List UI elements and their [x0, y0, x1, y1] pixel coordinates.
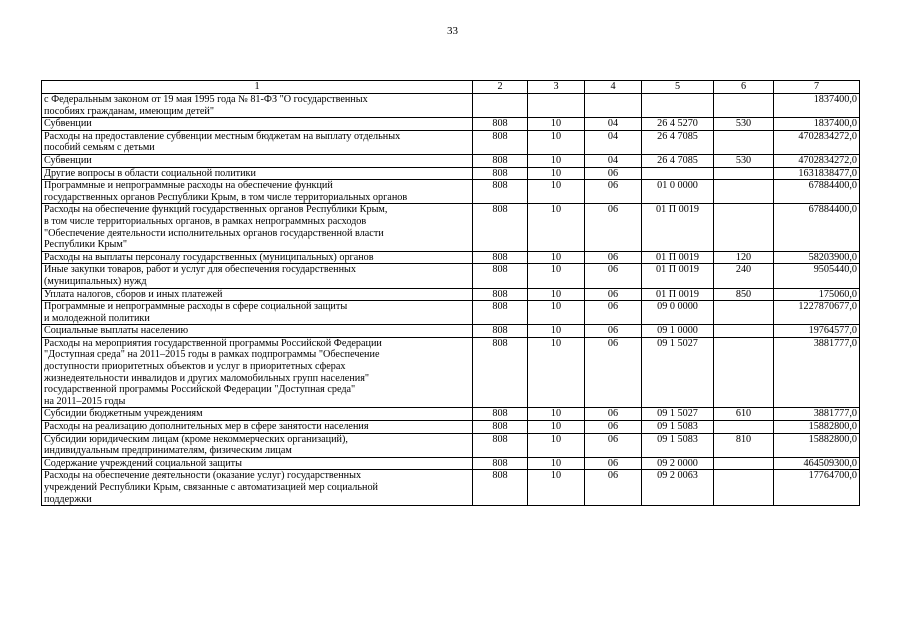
row-amount: 1227870677,0: [774, 301, 860, 325]
row-target-code: 09 2 0000: [642, 457, 714, 470]
row-section-code: 10: [528, 130, 585, 154]
row-description: Программные и непрограммные расходы в сфере социальной защиты и молодежной политики: [42, 301, 473, 325]
row-expense-type-code: 530: [714, 154, 774, 167]
row-ministry-code: 808: [473, 470, 528, 506]
row-target-code: 01 П 0019: [642, 264, 714, 288]
row-description: Уплата налогов, сборов и иных платежей: [42, 288, 473, 301]
row-subsection-code: 06: [585, 180, 642, 204]
row-ministry-code: 808: [473, 167, 528, 180]
row-description: Расходы на реализацию дополнительных мер в сфере занятости населения: [42, 421, 473, 434]
page-number: 33: [447, 25, 458, 37]
row-description: Субвенции: [42, 154, 473, 167]
row-target-code: 09 2 0063: [642, 470, 714, 506]
row-amount: 4702834272,0: [774, 130, 860, 154]
row-description: Программные и непрограммные расходы на обеспечение функций государственных органов Республики Крым, в том числе территориальных органов: [42, 180, 473, 204]
row-expense-type-code: [714, 325, 774, 338]
row-section-code: 10: [528, 408, 585, 421]
row-amount: 4702834272,0: [774, 154, 860, 167]
row-target-code: 01 П 0019: [642, 204, 714, 251]
row-description: Другие вопросы в области социальной политики: [42, 167, 473, 180]
row-target-code: 09 1 0000: [642, 325, 714, 338]
table-row: [42, 470, 860, 506]
row-expense-type-code: 530: [714, 118, 774, 131]
table-row: [42, 251, 860, 264]
row-section-code: 10: [528, 457, 585, 470]
row-subsection-code: 06: [585, 408, 642, 421]
row-section-code: [528, 94, 585, 118]
column-header-7: 7: [774, 81, 860, 94]
column-header-3: 3: [528, 81, 585, 94]
table-row: [42, 433, 860, 457]
row-amount: 1631838477,0: [774, 167, 860, 180]
row-target-code: 09 1 5083: [642, 421, 714, 434]
row-expense-type-code: [714, 167, 774, 180]
row-amount: 58203900,0: [774, 251, 860, 264]
column-header-2: 2: [473, 81, 528, 94]
row-ministry-code: 808: [473, 154, 528, 167]
row-description: Расходы на выплаты персоналу государственных (муниципальных) органов: [42, 251, 473, 264]
row-subsection-code: [585, 94, 642, 118]
row-subsection-code: 06: [585, 421, 642, 434]
table-row: [42, 180, 860, 204]
row-section-code: 10: [528, 337, 585, 408]
row-target-code: 09 1 5027: [642, 337, 714, 408]
row-expense-type-code: [714, 130, 774, 154]
row-expense-type-code: [714, 421, 774, 434]
table-row: [42, 167, 860, 180]
row-section-code: 10: [528, 251, 585, 264]
row-amount: 15882800,0: [774, 433, 860, 457]
row-expense-type-code: [714, 94, 774, 118]
row-ministry-code: 808: [473, 264, 528, 288]
row-target-code: 09 0 0000: [642, 301, 714, 325]
column-header-5: 5: [642, 81, 714, 94]
row-target-code: 26 4 7085: [642, 130, 714, 154]
table-row: [42, 204, 860, 251]
row-subsection-code: 06: [585, 301, 642, 325]
row-section-code: 10: [528, 118, 585, 131]
table-row: [42, 337, 860, 408]
row-amount: 3881777,0: [774, 337, 860, 408]
table-row: [42, 94, 860, 118]
row-ministry-code: 808: [473, 421, 528, 434]
row-description: Расходы на обеспечение функций государственных органов Республики Крым, в том числе территориальных органов, в рамках непрограммных расходов "Обеспечение деятельности исполнительных органов государственной власти Республики Крым": [42, 204, 473, 251]
row-ministry-code: 808: [473, 130, 528, 154]
row-ministry-code: 808: [473, 325, 528, 338]
row-subsection-code: 06: [585, 264, 642, 288]
row-description: Субсидии юридическим лицам (кроме некоммерческих организаций), индивидуальным предпринимателям, физическим лицам: [42, 433, 473, 457]
row-target-code: 26 4 7085: [642, 154, 714, 167]
row-subsection-code: 06: [585, 288, 642, 301]
row-amount: 3881777,0: [774, 408, 860, 421]
row-subsection-code: 06: [585, 167, 642, 180]
table-row: [42, 154, 860, 167]
row-expense-type-code: [714, 457, 774, 470]
row-ministry-code: 808: [473, 337, 528, 408]
row-target-code: [642, 167, 714, 180]
budget-table: [41, 80, 860, 506]
row-subsection-code: 06: [585, 337, 642, 408]
row-ministry-code: 808: [473, 204, 528, 251]
row-subsection-code: 06: [585, 433, 642, 457]
row-description: Субвенции: [42, 118, 473, 131]
column-header-1: 1: [42, 81, 473, 94]
table-row: [42, 325, 860, 338]
row-subsection-code: 04: [585, 130, 642, 154]
row-section-code: 10: [528, 470, 585, 506]
table-row: [42, 421, 860, 434]
table-row: [42, 130, 860, 154]
header-row: [42, 81, 860, 94]
row-section-code: 10: [528, 325, 585, 338]
row-description: с Федеральным законом от 19 мая 1995 года № 81-ФЗ "О государственных пособиях гражданам, имеющим детей": [42, 94, 473, 118]
row-subsection-code: 04: [585, 154, 642, 167]
row-description: Расходы на мероприятия государственной программы Российской Федерации "Доступная среда" на 2011–2015 годы в рамках подпрограммы "Обеспечение доступности приоритетных объектов и услуг в приоритетных сферах жизнедеятельности инвалидов и других маломобильных групп населения" государственной программы Российской Федерации "Доступная среда" на 2011–2015 годы: [42, 337, 473, 408]
table-row: [42, 301, 860, 325]
row-expense-type-code: [714, 180, 774, 204]
row-ministry-code: [473, 94, 528, 118]
row-description: Субсидии бюджетным учреждениям: [42, 408, 473, 421]
row-target-code: 01 П 0019: [642, 251, 714, 264]
row-description: Расходы на предоставление субвенции местным бюджетам на выплату отдельных пособий семьям с детьми: [42, 130, 473, 154]
row-ministry-code: 808: [473, 180, 528, 204]
row-subsection-code: 04: [585, 118, 642, 131]
row-amount: 9505440,0: [774, 264, 860, 288]
row-ministry-code: 808: [473, 457, 528, 470]
row-ministry-code: 808: [473, 433, 528, 457]
column-header-6: 6: [714, 81, 774, 94]
row-target-code: 01 П 0019: [642, 288, 714, 301]
row-amount: 464509300,0: [774, 457, 860, 470]
row-section-code: 10: [528, 167, 585, 180]
row-expense-type-code: [714, 204, 774, 251]
row-expense-type-code: [714, 337, 774, 408]
row-expense-type-code: 850: [714, 288, 774, 301]
row-amount: 67884400,0: [774, 204, 860, 251]
row-target-code: [642, 94, 714, 118]
row-section-code: 10: [528, 264, 585, 288]
row-target-code: 01 0 0000: [642, 180, 714, 204]
row-section-code: 10: [528, 421, 585, 434]
row-expense-type-code: [714, 301, 774, 325]
row-subsection-code: 06: [585, 325, 642, 338]
table-row: [42, 408, 860, 421]
row-amount: 67884400,0: [774, 180, 860, 204]
table-row: [42, 264, 860, 288]
row-amount: 1837400,0: [774, 118, 860, 131]
row-ministry-code: 808: [473, 251, 528, 264]
row-amount: 17764700,0: [774, 470, 860, 506]
row-section-code: 10: [528, 180, 585, 204]
row-ministry-code: 808: [473, 288, 528, 301]
row-expense-type-code: 120: [714, 251, 774, 264]
row-description: Иные закупки товаров, работ и услуг для обеспечения государственных (муниципальных) нужд: [42, 264, 473, 288]
table-row: [42, 457, 860, 470]
table-row: [42, 288, 860, 301]
row-description: Расходы на обеспечение деятельности (оказание услуг) государственных учреждений Республики Крым, связанные с автоматизацией мер социальной поддержки: [42, 470, 473, 506]
row-amount: 1837400,0: [774, 94, 860, 118]
row-section-code: 10: [528, 154, 585, 167]
row-ministry-code: 808: [473, 118, 528, 131]
row-section-code: 10: [528, 433, 585, 457]
row-ministry-code: 808: [473, 301, 528, 325]
row-subsection-code: 06: [585, 204, 642, 251]
row-subsection-code: 06: [585, 470, 642, 506]
row-amount: 15882800,0: [774, 421, 860, 434]
row-expense-type-code: 810: [714, 433, 774, 457]
row-ministry-code: 808: [473, 408, 528, 421]
row-expense-type-code: 610: [714, 408, 774, 421]
row-amount: 175060,0: [774, 288, 860, 301]
column-header-4: 4: [585, 81, 642, 94]
row-description: Содержание учреждений социальной защиты: [42, 457, 473, 470]
row-target-code: 26 4 5270: [642, 118, 714, 131]
row-subsection-code: 06: [585, 457, 642, 470]
row-target-code: 09 1 5027: [642, 408, 714, 421]
row-section-code: 10: [528, 204, 585, 251]
table-row: [42, 118, 860, 131]
row-expense-type-code: [714, 470, 774, 506]
row-section-code: 10: [528, 288, 585, 301]
row-amount: 19764577,0: [774, 325, 860, 338]
row-description: Социальные выплаты населению: [42, 325, 473, 338]
row-subsection-code: 06: [585, 251, 642, 264]
row-target-code: 09 1 5083: [642, 433, 714, 457]
row-expense-type-code: 240: [714, 264, 774, 288]
row-section-code: 10: [528, 301, 585, 325]
